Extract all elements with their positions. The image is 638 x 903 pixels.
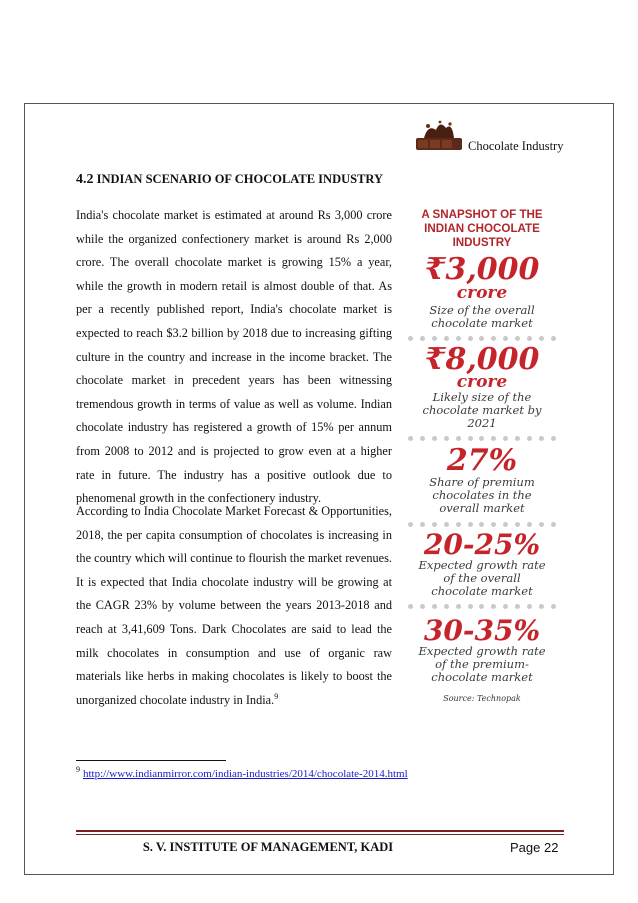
stat4-desc: Expected growth rate of the overall chocolate market <box>418 558 546 598</box>
paragraph-2-text: According to India Chocolate Market Forecast & Opportunities, 2018, the per capita consumption of chocolates is increasing in the country which will continue to flourish the market revenues. It is expected that India chocolate industry will be growing at the CAGR 23% by volume between the years 2013-2018 and reach at 3,41,609 Tons. Dark Chocolates are said to lead the milk chocolates in consumption and use of organic raw materials like herbs in making chocolates is likely to boost the unorganized chocolate industry in India. <box>76 504 392 707</box>
stat5-value: 30-35% <box>423 614 541 647</box>
stat5-desc: Expected growth rate of the premium-chocolate market <box>418 644 546 684</box>
stat2-unit: crore <box>456 372 508 392</box>
stat3-value: 27% <box>446 443 518 478</box>
section-title: INDIAN SCENARIO OF CHOCOLATE INDUSTRY <box>96 172 384 186</box>
footer-institute: S. V. INSTITUTE OF MANAGEMENT, KADI <box>142 840 394 854</box>
divider-dots <box>408 436 556 442</box>
stat1-unit: crore <box>456 283 508 303</box>
footer-rule-thin <box>76 834 564 835</box>
footnote-number: 9 <box>76 765 80 774</box>
footnote <box>76 765 408 780</box>
stat4-value: 20-25% <box>423 528 541 561</box>
section-heading <box>76 172 383 188</box>
running-header: Chocolate Industry <box>468 139 564 153</box>
footnote-link[interactable]: http://www.indianmirror.com/indian-industries/2014/chocolate-2014.html <box>83 767 408 780</box>
stat1-desc: Size of the overall chocolate market <box>429 303 535 330</box>
chocolate-logo-icon <box>414 118 464 152</box>
divider-dots <box>408 604 556 610</box>
snapshot-infographic <box>406 204 558 714</box>
paragraph-2 <box>76 500 392 712</box>
section-number: 4.2 <box>76 172 94 187</box>
infographic-source: Source: Technopak <box>443 694 521 703</box>
stat3-desc: Share of premium chocolates in the overall market <box>429 475 535 515</box>
footnote-reference[interactable]: 9 <box>274 691 279 701</box>
stat2-value: ₹8,000 <box>424 342 540 377</box>
footnote-divider <box>76 760 226 761</box>
stat2-desc: Likely size of the chocolate market by 2021 <box>422 390 542 430</box>
page-number: Page 22 <box>510 840 559 855</box>
paragraph-1: India's chocolate market is estimated at around Rs 3,000 crore while the organized confectionery market is around Rs 2,000 crore. The overall chocolate market is growing 15% a year, while the growth in modern retail is almost double of that. As per a recently published report, India's chocolate market is expected to reach $3.2 billion by 2018 due to increasing gifting culture in the country and increase in the income bracket. The chocolate market in precedent years has been witnessing tremendous growth in terms of value as well as volume. Indian chocolate industry has registered a growth of 15% per annum from 2008 to 2012 and is projected to grow even at a higher rate in future. The industry has a positive outlook due to phenomenal growth in the confectionery industry. <box>76 208 392 506</box>
stat1-value: ₹3,000 <box>424 252 540 287</box>
footer-rule <box>76 830 564 832</box>
infographic-title: A SNAPSHOT OF THE INDIAN CHOCOLATE INDUSTRY <box>421 208 543 249</box>
